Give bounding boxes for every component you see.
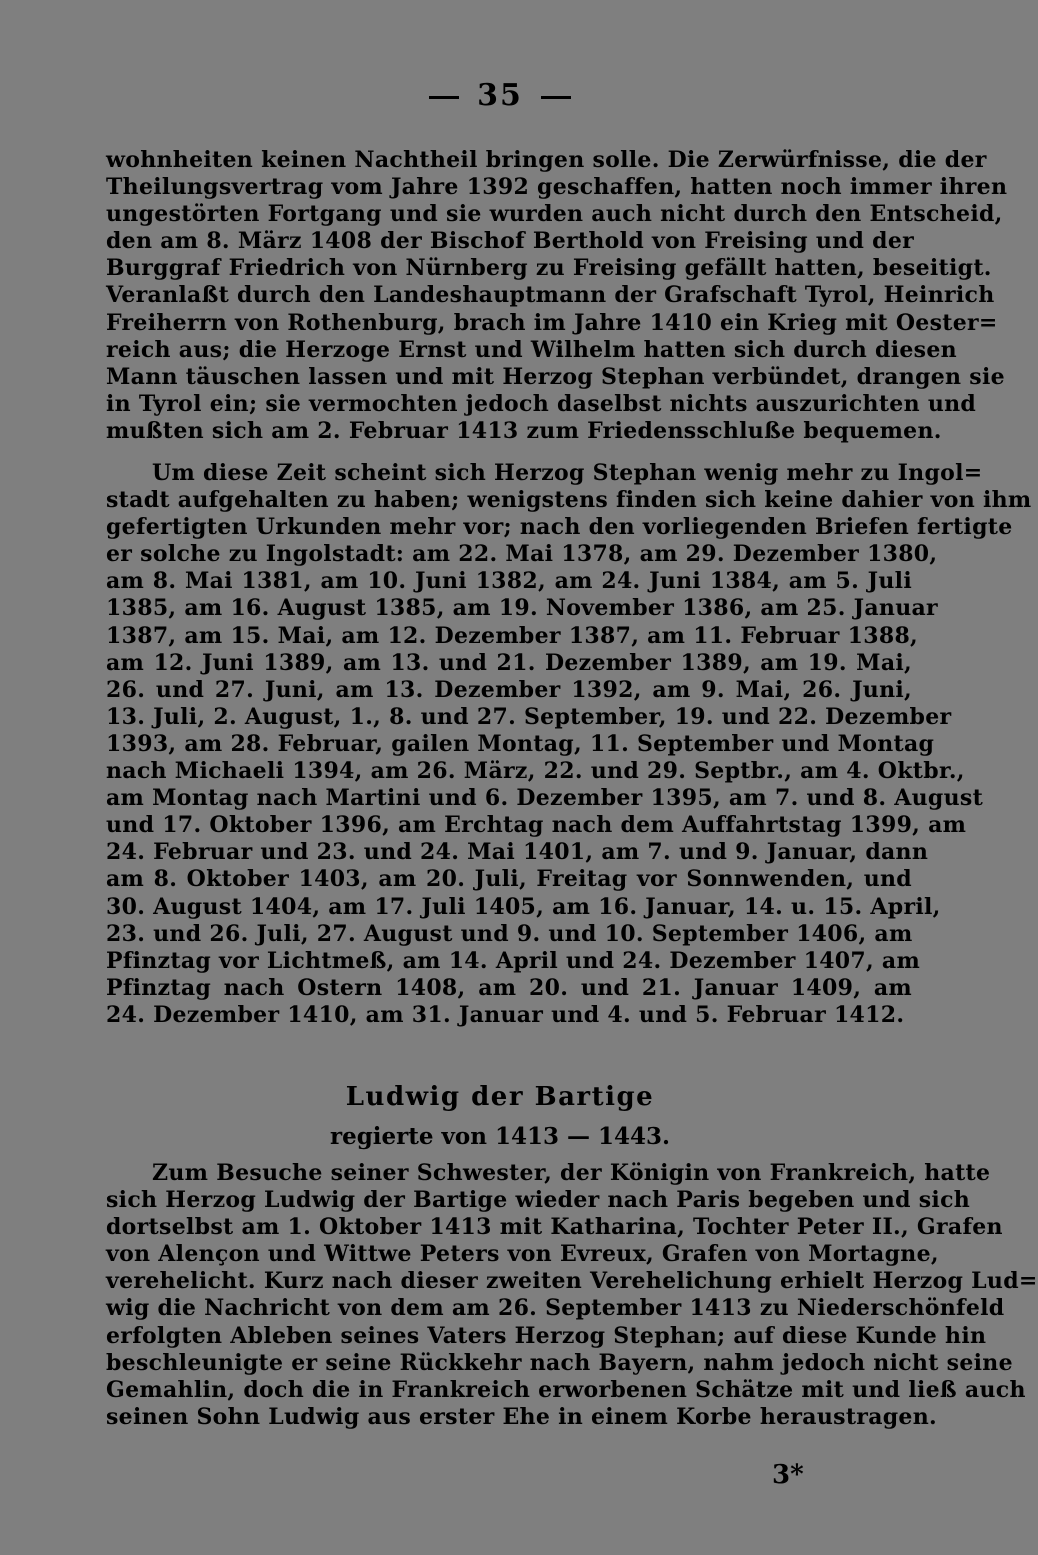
text-line: Zum Besuche seiner Schwester, der Königin von Frankreich, hatte xyxy=(152,1160,991,1186)
text-line: 23. und 26. Juli, 27. August und 9. und 10. September 1406, am xyxy=(106,920,913,947)
text-line: Mann täuschen lassen und mit Herzog Stephan verbündet, drangen sie xyxy=(106,363,1005,390)
section-heading: Ludwig der Bartige xyxy=(345,1082,655,1112)
paragraph-1 xyxy=(106,147,1008,445)
text-line: dortselbst am 1. Oktober 1413 mit Katharina, Tochter Peter II., Grafen xyxy=(106,1214,1003,1241)
text-line: ungestörten Fortgang und sie wurden auch nicht durch den Entscheid, xyxy=(106,201,1003,228)
text-line: am Montag nach Martini und 6. Dezember 1395, am 7. und 8. August xyxy=(106,785,984,812)
text-line: 26. und 27. Juni, am 13. Dezember 1392, am 9. Mai, 26. Juni, xyxy=(106,676,912,703)
text-line: 1387, am 15. Mai, am 12. Dezember 1387, am 11. Februar 1388, xyxy=(106,622,919,649)
text-line: am 8. Mai 1381, am 10. Juni 1382, am 24. Juni 1384, am 5. Juli xyxy=(106,568,912,595)
text-line: nach Michaeli 1394, am 26. März, 22. und 29. Septbr., am 4. Oktbr., xyxy=(106,758,965,785)
text-line: am 12. Juni 1389, am 13. und 21. Dezember 1389, am 19. Mai, xyxy=(106,649,912,676)
text-line: wig die Nachricht von dem am 26. September 1413 zu Niederschönfeld xyxy=(106,1295,1005,1322)
page-number xyxy=(0,78,1000,113)
text-line: er solche zu Ingolstadt: am 22. Mai 1378, am 29. Dezember 1380, xyxy=(106,541,938,568)
text-line: mußten sich am 2. Februar 1413 zum Friedensschluße bequemen. xyxy=(106,417,942,444)
text-line: 30. August 1404, am 17. Juli 1405, am 16. Januar, 14. u. 15. April, xyxy=(106,893,941,920)
page-number-value: 35 xyxy=(477,78,523,113)
text-line: 24. Februar und 23. und 24. Mai 1401, am 7. und 9. Januar, dann xyxy=(106,839,929,866)
text-line: sich Herzog Ludwig der Bartige wieder nach Paris begeben und sich xyxy=(106,1187,971,1214)
page-number-dash-left xyxy=(429,96,459,99)
text-line: Burggraf Friedrich von Nürnberg zu Freising gefällt hatten, beseitigt. xyxy=(106,255,992,282)
text-line: Gemahlin, doch die in Frankreich erworbenen Schätze mit und ließ auch xyxy=(106,1376,1026,1403)
text-line: 13. Juli, 2. August, 1., 8. und 27. September, 19. und 22. Dezember xyxy=(106,703,952,730)
text-line: wohnheiten keinen Nachtheil bringen solle. Die Zerwürfnisse, die der xyxy=(106,147,987,173)
signature-mark: 3* xyxy=(772,1460,804,1490)
text-line: Freiherrn von Rothenburg, brach im Jahre 1410 ein Krieg mit Oester= xyxy=(106,309,998,336)
text-line: gefertigten Urkunden mehr vor; nach den vorliegenden Briefen fertigte xyxy=(106,514,1013,541)
text-line: Veranlaßt durch den Landeshauptmann der Grafschaft Tyrol, Heinrich xyxy=(106,282,995,309)
text-line: erfolgten Ableben seines Vaters Herzog Stephan; auf diese Kunde hin xyxy=(106,1322,987,1349)
text-line: seinen Sohn Ludwig aus erster Ehe in einem Korbe heraustragen. xyxy=(106,1403,937,1430)
text-line: 1385, am 16. August 1385, am 19. November 1386, am 25. Januar xyxy=(106,595,938,622)
text-line: in Tyrol ein; sie vermochten jedoch daselbst nichts auszurichten und xyxy=(106,390,977,417)
text-line: am 8. Oktober 1403, am 20. Juli, Freitag vor Sonnwenden, und xyxy=(106,866,912,893)
page-number-dash-right xyxy=(541,96,571,99)
text-line: Pfinztag nach Ostern 1408, am 20. und 21. Januar 1409, am xyxy=(106,974,912,1001)
section-subheading: regierte von 1413 — 1443. xyxy=(329,1123,671,1150)
text-line: verehelicht. Kurz nach dieser zweiten Verehelichung erhielt Herzog Lud= xyxy=(106,1268,1038,1295)
text-line: stadt aufgehalten zu haben; wenigstens finden sich keine dahier von ihm xyxy=(106,487,1032,514)
text-line: 24. Dezember 1410, am 31. Januar und 4. und 5. Februar 1412. xyxy=(106,1001,905,1028)
text-line: Theilungsvertrag vom Jahre 1392 geschaffen, hatten noch immer ihren xyxy=(106,174,1008,201)
text-line: Um diese Zeit scheint sich Herzog Stephan wenig mehr zu Ingol= xyxy=(152,460,983,486)
text-line: und 17. Oktober 1396, am Erchtag nach dem Auffahrtstag 1399, am xyxy=(106,812,967,839)
paragraph-3 xyxy=(106,1160,1038,1431)
paragraph-2 xyxy=(106,460,1032,1029)
text-line: 1393, am 28. Februar, gailen Montag, 11. September und Montag xyxy=(106,730,935,757)
text-line: Pfinztag vor Lichtmeß, am 14. April und 24. Dezember 1407, am xyxy=(106,947,921,974)
text-line: beschleunigte er seine Rückkehr nach Bayern, nahm jedoch nicht seine xyxy=(106,1349,1013,1376)
text-line: reich aus; die Herzoge Ernst und Wilhelm hatten sich durch diesen xyxy=(106,336,957,363)
text-line: von Alençon und Wittwe Peters von Evreux, Grafen von Mortagne, xyxy=(106,1241,939,1268)
text-line: den am 8. März 1408 der Bischof Berthold von Freising und der xyxy=(106,228,915,255)
